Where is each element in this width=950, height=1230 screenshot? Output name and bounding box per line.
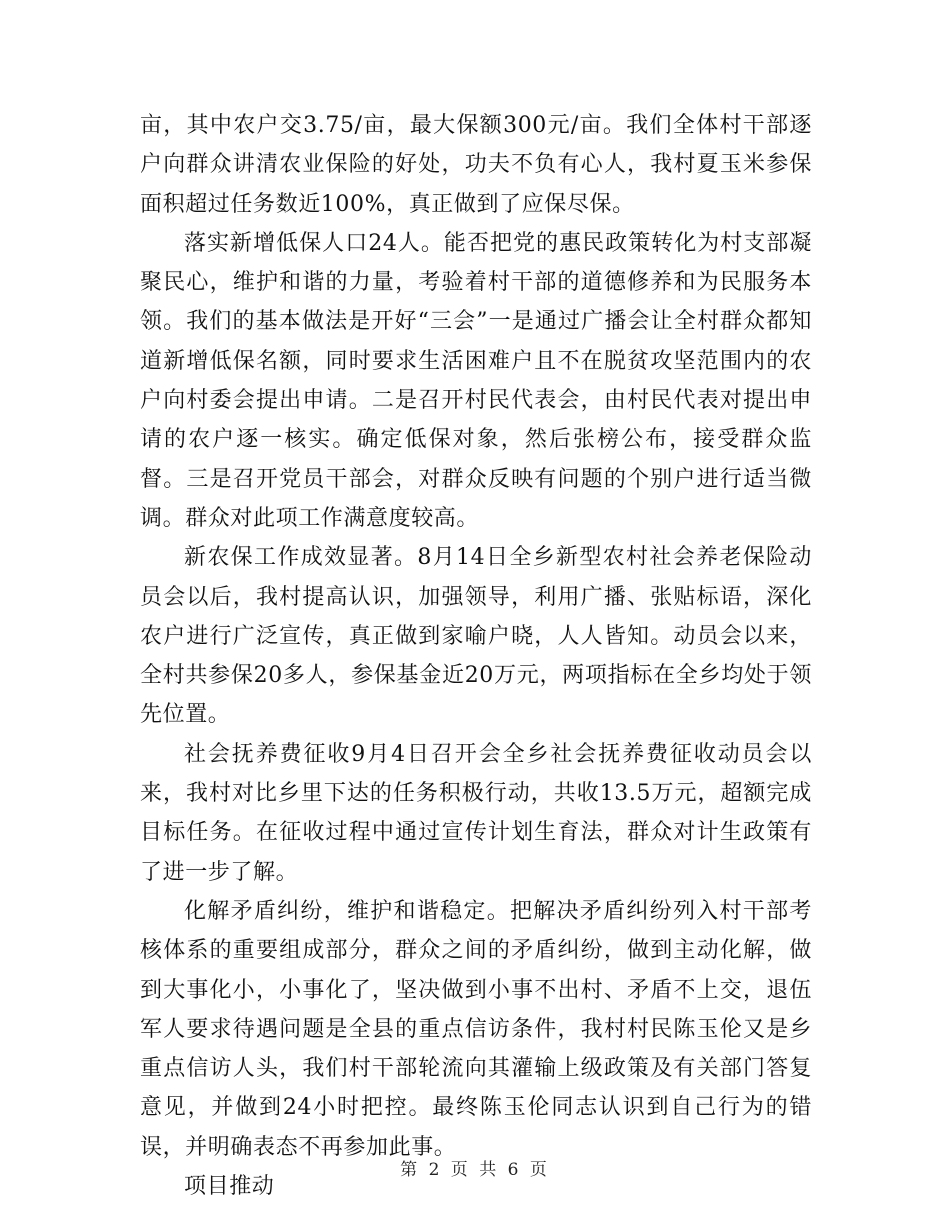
paragraph-dispute-resolution: 化解矛盾纠纷，维护和谐稳定。把解决矛盾纠纷列入村干部考核体系的重要组成部分，群众之间的矛盾纠纷，做到主动化解，做到大事化小，小事化了，坚决做到小事不出村、矛盾不上交，退伍军人要求待遇问题是全县的重点信访条件，我村村民陈玉伦又是乡重点信访人头，我们村干部轮流向其灌输上级政策及有关部门答复意见，并做到24小时把控。最终陈玉伦同志认识到自己行为的错误，并明确表态不再参加此事。 [140,898,812,1160]
paragraph-new-rural-pension: 新农保工作成效显著。8月14日全乡新型农村社会养老保险动员会以后，我村提高认识，加强领导，利用广播、张贴标语，深化农户进行广泛宣传，真正做到家喻户晓，人人皆知。动员会以来，全村共参保20多人，参保基金近20万元，两项指标在全乡均处于领先位置。 [140,545,812,728]
document-body [140,106,812,1206]
paragraph-low-income-subsidy: 落实新增低保人口24人。能否把党的惠民政策转化为村支部凝聚民心，维护和谐的力量，考验着村干部的道德修养和为民服务本领。我们的基本做法是开好“三会”一是通过广播会让全村群众都知道新增低保名额，同时要求生活困难户且不在脱贫攻坚范围内的农户向村委会提出申请。二是召开村民代表会，由村民代表对提出申请的农户逐一核实。确定低保对象，然后张榜公布，接受群众监督。三是召开党员干部会，对群众反映有问题的个别户进行适当微调。群众对此项工作满意度较高。 [140,230,812,531]
page-number-footer: 第 2 页 共 6 页 [400,1160,550,1180]
paragraph-social-maintenance-fee: 社会抚养费征收9月4日召开会全乡社会抚养费征收动员会以来，我村对比乡里下达的任务积极行动，共收13.5万元，超额完成目标任务。在征收过程中通过宣传计划生育法，群众对计生政策有了进一步了解。 [140,741,812,885]
paragraph-insurance-continued: 亩，其中农户交3.75/亩，最大保额300元/亩。我们全体村干部逐户向群众讲清农业保险的好处，功夫不负有心人，我村夏玉米参保面积超过任务数近100%，真正做到了应保尽保。 [140,113,812,217]
paragraph-project-promotion-heading: 项目推动 [184,1174,275,1200]
